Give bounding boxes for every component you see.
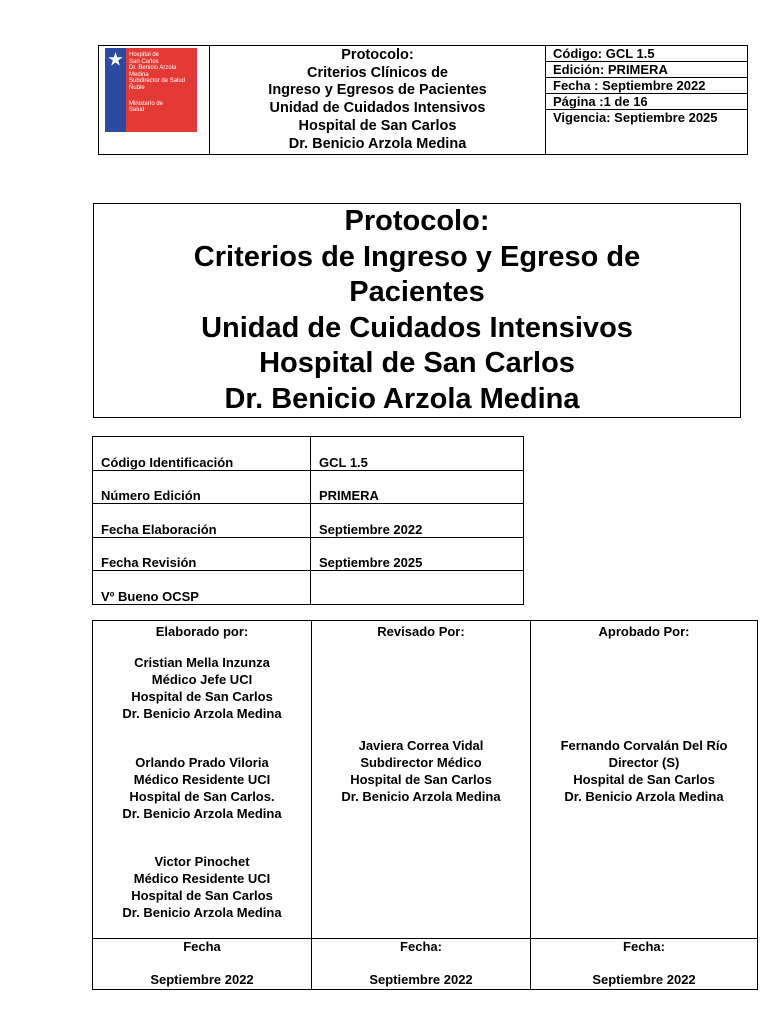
table-row <box>93 470 524 504</box>
logo-ministry: Ministerio de <box>129 100 164 107</box>
header-title-line: Dr. Benicio Arzola Medina <box>288 135 467 152</box>
main-title-line: Hospital de San Carlos <box>259 347 575 379</box>
id-value: Septiembre 2025 <box>311 537 524 571</box>
logo-text: Subdirector de Salud <box>129 78 186 85</box>
signer-role: Subdirector Médico <box>360 755 482 770</box>
identification-table <box>92 436 524 605</box>
meta-page: Página :1 de 16 <box>546 94 747 110</box>
logo-text: Medina <box>129 71 149 78</box>
id-label: Código Identificación <box>93 437 311 471</box>
date-label: Fecha: <box>400 939 442 954</box>
meta-validity: Vigencia: Septiembre 2025 <box>553 110 718 125</box>
aprobado-date-cell <box>531 939 758 990</box>
signer-hospital-name: Dr. Benicio Arzola Medina <box>122 806 282 821</box>
signer-hospital: Hospital de San Carlos <box>350 772 492 787</box>
header-title-line: Ingreso y Egresos de Pacientes <box>268 82 487 99</box>
document-header <box>98 45 748 155</box>
header-title-line: Criterios Clínicos de <box>306 64 448 81</box>
signer-role: Director (S) <box>608 755 680 770</box>
table-row <box>93 939 758 990</box>
signer-block <box>531 737 757 805</box>
signer-hospital: Hospital de San Carlos. <box>129 789 275 804</box>
table-row <box>93 537 524 571</box>
logo-text: Ñuble <box>129 84 145 91</box>
id-value: Septiembre 2022 <box>311 504 524 538</box>
header-title <box>210 46 546 155</box>
table-row <box>93 621 758 939</box>
logo-cell <box>99 46 210 155</box>
id-label: Número Edición <box>93 470 311 504</box>
revisado-date-cell <box>312 939 531 990</box>
hospital-logo <box>105 48 197 132</box>
signer-hospital: Hospital de San Carlos <box>131 888 273 903</box>
elaborado-date-cell <box>93 939 312 990</box>
signatures-table <box>92 620 758 990</box>
signer-name: Fernando Corvalán Del Río <box>560 738 728 753</box>
logo-red-band <box>126 48 197 132</box>
logo-text: San Carlos <box>129 58 159 65</box>
meta-code: Código: GCL 1.5 <box>546 46 747 62</box>
main-title <box>93 203 741 418</box>
header-meta <box>546 46 748 155</box>
signer-role: Médico Residente UCI <box>133 772 271 787</box>
header-title-line: Hospital de San Carlos <box>298 117 457 134</box>
signer-block <box>93 853 311 921</box>
main-title-line: Protocolo: <box>344 205 490 237</box>
date-value: Septiembre 2022 <box>369 972 473 987</box>
meta-edition: Edición: PRIMERA <box>546 62 747 78</box>
signer-name: Javiera Correa Vidal <box>358 738 484 753</box>
date-value: Septiembre 2022 <box>592 972 696 987</box>
signer-name: Cristian Mella Inzunza <box>134 655 270 670</box>
id-value <box>311 571 524 605</box>
table-row <box>93 437 524 471</box>
header-title-line: Protocolo: <box>341 47 414 63</box>
signer-hospital-name: Dr. Benicio Arzola Medina <box>122 905 282 920</box>
star-icon <box>108 52 123 67</box>
aprobado-header: Aprobado Por: <box>598 624 690 639</box>
signer-hospital-name: Dr. Benicio Arzola Medina <box>122 706 282 721</box>
signer-hospital-name: Dr. Benicio Arzola Medina <box>564 789 724 804</box>
signer-hospital: Hospital de San Carlos <box>573 772 715 787</box>
aprobado-cell <box>531 621 758 939</box>
id-label: Fecha Revisión <box>93 537 311 571</box>
date-label: Fecha <box>183 939 221 954</box>
id-label: Fecha Elaboración <box>93 504 311 538</box>
signer-block <box>93 754 311 822</box>
logo-blue-band <box>105 48 126 132</box>
id-value: GCL 1.5 <box>311 437 524 471</box>
signer-name: Orlando Prado Viloria <box>135 755 269 770</box>
main-title-line: Criterios de Ingreso y Egreso de <box>193 240 641 273</box>
signer-block <box>93 654 311 722</box>
revisado-cell <box>312 621 531 939</box>
elaborado-cell <box>93 621 312 939</box>
elaborado-header: Elaborado por: <box>155 624 249 639</box>
signer-role: Médico Jefe UCI <box>151 672 253 687</box>
logo-text: Dr. Benicio Arzola <box>129 65 177 72</box>
signer-block <box>312 737 530 805</box>
revisado-header: Revisado Por: <box>377 624 465 639</box>
logo-ministry: Salud <box>129 107 145 114</box>
id-value: PRIMERA <box>311 470 524 504</box>
header-title-line: Unidad de Cuidados Intensivos <box>269 100 486 117</box>
main-title-line: Dr. Benicio Arzola Medina <box>224 382 580 415</box>
id-label: Vº Bueno OCSP <box>93 571 311 605</box>
date-value: Septiembre 2022 <box>150 972 254 987</box>
table-row <box>93 571 524 605</box>
main-title-line: Unidad de Cuidados Intensivos <box>201 311 633 344</box>
logo-text: Hospital de <box>129 52 160 58</box>
signer-role: Médico Residente UCI <box>133 871 271 886</box>
date-label: Fecha: <box>623 939 665 954</box>
signer-hospital-name: Dr. Benicio Arzola Medina <box>341 789 501 804</box>
signer-name: Victor Pinochet <box>154 854 250 869</box>
table-row <box>93 504 524 538</box>
meta-date: Fecha : Septiembre 2022 <box>546 78 747 94</box>
signer-hospital: Hospital de San Carlos <box>131 689 273 704</box>
main-title-line: Pacientes <box>349 276 485 308</box>
